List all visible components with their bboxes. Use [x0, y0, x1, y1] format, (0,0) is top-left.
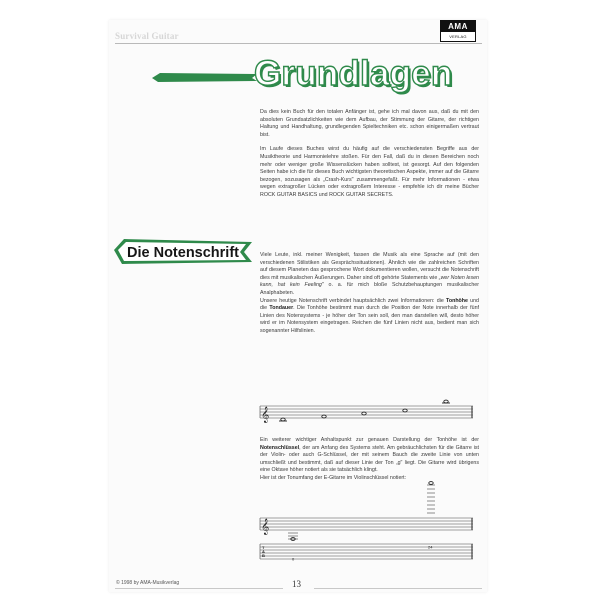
- notation-paragraph-1: Viele Leute, inkl. meiner Wenigkeit, fassen die Musik als eine Sprache auf (mit den verschiedenen Stilistiken als Gesprächssituationen). Ähnlich wie die zahlreichen Schriften auf diesem Planeten das gesprochene Wort dokumentieren wollen, versucht die Notenschrift dies mit musikalischen Äußerungen. Daher sind oft gehörte Statements wie „wer Noten lesen kann, hat kein Feeling" o. a. für mich bloße Schutzbehauptungen musikalischer Analphabeten.: [260, 252, 480, 296]
- page-number: 13: [292, 579, 301, 589]
- tab-number-0: 0: [292, 556, 295, 562]
- notation-text: [260, 252, 479, 336]
- section-title: Die Notenschrift: [127, 245, 239, 261]
- page-title: Grundlagen: [254, 54, 453, 93]
- clef-text: [260, 437, 479, 483]
- tab-fret-number: 24: [428, 544, 433, 550]
- notation-paragraph-2: Unsere heutige Notenschrift verbindet hauptsächlich zwei Informationen: die Tonhöhe und die Tondauer. Die Tonhöhe bestimmt man durch die Position der Note innerhalb der fünf Linien des Notensystems - je höher der Ton sein soll, den man darstellen will, desto höher wird er im Notensystem eingetragen. Reichen die fünf Linien nicht aus, bedient man sich sogenannter Hilfslinien.: [260, 297, 480, 334]
- logo-text: AMA: [441, 21, 475, 32]
- clef-paragraph: Ein weiterer wichtiger Anhaltspunkt zur genauen Darstellung der Tonhöhe ist der Notenschlüssel, der am Anfang des Systems steht. Am gebräuchlichsten für die Gitarre ist der Violin- oder auch G-Schlüssel, der mit seinem Bauch die zweite Linie von unten umschließt und bestimmt, daß auf dieser Linie der Ton „g" liegt. Die Gitarre wird übrigens eine Oktave höher notiert als sie tatsächlich klingt.: [260, 437, 479, 474]
- intro-text: [260, 109, 479, 200]
- header-rule: [115, 43, 482, 44]
- copyright: © 1998 by AMA-Musikverlag: [116, 580, 180, 586]
- tab-label-t: T: [262, 545, 265, 550]
- footer-rule-right: [314, 588, 482, 589]
- pitch-staff: [258, 398, 476, 428]
- intro-paragraph-1: Da dies kein Buch für den totalen Anfänger ist, gehe ich mal davon aus, daß du mit den absoluten Grundsatzlichkeiten wie dem Aufbau, der Stimmung der Gitarre, der richtigen Haltung und Handhaltung, grundlegenden Spieltechniken etc. schon einigermaßen vertraut bist.: [260, 109, 479, 138]
- title-ribbon-icon: [152, 72, 257, 82]
- treble-clef-icon: 𝄞: [261, 407, 270, 423]
- treble-clef-icon: 𝄞: [261, 519, 270, 535]
- footer-rule-left: [115, 588, 283, 589]
- guitar-range-staff: [258, 478, 476, 572]
- publisher-logo: [440, 20, 476, 42]
- range-paragraph: Hier ist der Tonumfang der E-Gitarre im Violinschlüssel notiert:: [260, 474, 407, 481]
- tab-label-b: B: [262, 553, 265, 558]
- logo-subtext: VERLAG: [449, 33, 467, 39]
- tab-label-a: A: [262, 549, 265, 554]
- running-header: Survival Guitar: [115, 31, 179, 41]
- intro-paragraph-2: Im Laufe dieses Buches wirst du häufig auf die verschiedensten Begriffe aus der Musiktheorie und Harmonielehre stoßen. Für den Fall, daß du in diesen Bereichen noch mehr oder weniger große Wissenslücken haben solltest, ist gesorgt. Auf den folgenden Seiten habe ich die für dieses Buch wichtigsten theoretischen Aspekte, immer auf die Gitarre bezogen, sozusagen als „Crash-Kurs" zusammengefaßt. Für mehr Informationen - etwa wegen extragroßer Lücken oder extragroßem Interesse - empfehle ich dir meine Bücher ROCK GUITAR BASICS und ROCK GUITAR SECRETS.: [260, 146, 479, 198]
